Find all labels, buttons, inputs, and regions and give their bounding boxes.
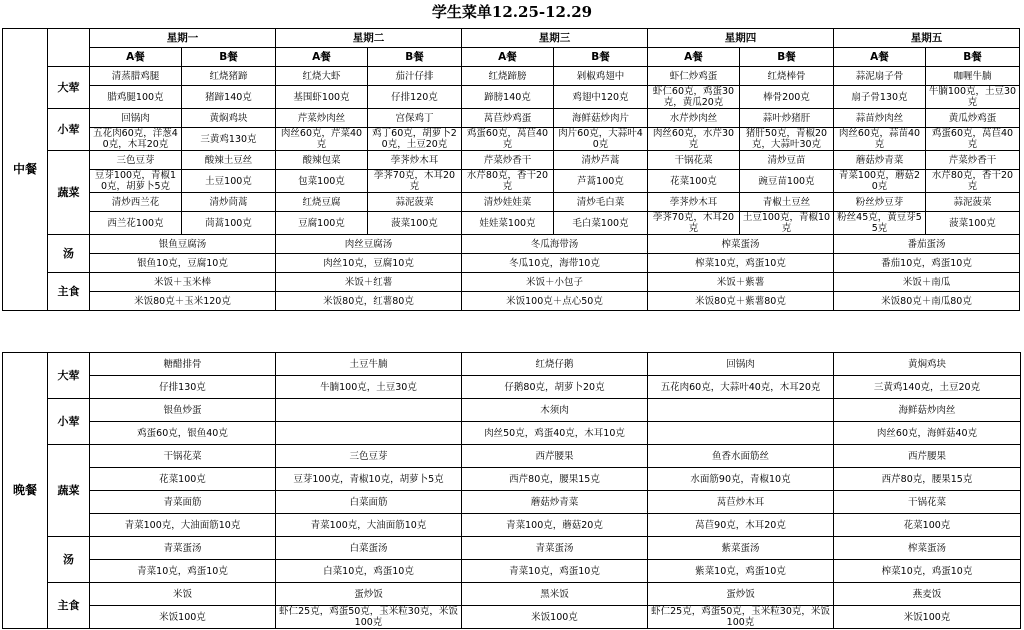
menu-cell: 荸荠70克，木耳20克 (368, 170, 462, 193)
menu-cell (648, 422, 834, 445)
meal-b-header: B餐 (740, 48, 834, 67)
table-row (3, 128, 1020, 151)
table-row (3, 606, 1021, 629)
meal-a-header: A餐 (276, 48, 368, 67)
lunch-day-header-row (3, 29, 1020, 48)
menu-cell: 冬瓜10克，海带10克 (462, 254, 648, 273)
menu-cell: 米饭100克＋点心50克 (462, 292, 648, 311)
menu-cell: 花菜100克 (648, 170, 740, 193)
menu-cell (276, 422, 462, 445)
menu-cell: 肉丝60克，蒜苗40克 (834, 128, 926, 151)
menu-cell: 糖醋排骨 (90, 353, 276, 376)
category-label: 主食 (48, 273, 90, 311)
meal-b-header: B餐 (926, 48, 1020, 67)
menu-cell: 清炒西兰花 (90, 193, 182, 212)
menu-cell: 菠菜100克 (926, 212, 1020, 235)
menu-cell: 干锅花菜 (90, 445, 276, 468)
table-row (3, 560, 1021, 583)
menu-cell: 西芹80克，腰果15克 (834, 468, 1021, 491)
menu-cell: 鸡丁60克，胡萝卜20克，土豆20克 (368, 128, 462, 151)
menu-cell: 米饭＋红薯 (276, 273, 462, 292)
meal-a-header: A餐 (834, 48, 926, 67)
menu-title: 学生菜单12.25-12.29 (431, 3, 593, 21)
table-row (3, 67, 1020, 86)
menu-cell: 三黄鸡140克，土豆20克 (834, 376, 1021, 399)
menu-cell: 芦蒿100克 (554, 170, 648, 193)
menu-cell: 鸡蛋60克，莴苣40克 (926, 128, 1020, 151)
table-row (3, 109, 1020, 128)
meal-b-header: B餐 (182, 48, 276, 67)
day-header: 星期二 (276, 29, 462, 48)
menu-cell: 米饭80克＋玉米120克 (90, 292, 276, 311)
menu-cell: 米饭＋紫薯 (648, 273, 834, 292)
table-row (3, 537, 1021, 560)
menu-cell: 米饭100克 (90, 606, 276, 629)
menu-cell: 芹菜炒香干 (462, 151, 554, 170)
menu-cell: 清蒸腊鸡腿 (90, 67, 182, 86)
menu-cell: 芹菜炒肉丝 (276, 109, 368, 128)
menu-cell: 青菜100克，蘑菇20克 (462, 514, 648, 537)
menu-cell: 银鱼炒蛋 (90, 399, 276, 422)
menu-cell: 蘑菇炒青菜 (462, 491, 648, 514)
menu-cell: 基围虾100克 (276, 86, 368, 109)
category-label: 小荤 (48, 399, 90, 445)
menu-cell: 番茄10克，鸡蛋10克 (834, 254, 1020, 273)
menu-cell: 牛腩100克，土豆30克 (926, 86, 1020, 109)
menu-cell: 豌豆苗100克 (740, 170, 834, 193)
menu-cell: 米饭80克＋南瓜80克 (834, 292, 1020, 311)
table-row (3, 292, 1020, 311)
menu-cell: 荸荠70克，木耳20克 (648, 212, 740, 235)
menu-cell: 荸荠炒木耳 (648, 193, 740, 212)
menu-cell: 木须肉 (462, 399, 648, 422)
menu-cell: 仔排120克 (368, 86, 462, 109)
menu-cell: 五花肉60克，大蒜叶40克，木耳20克 (648, 376, 834, 399)
table-row (3, 468, 1021, 491)
table-row (3, 235, 1020, 254)
menu-cell: 虾仁炒鸡蛋 (648, 67, 740, 86)
menu-cell: 红烧蹄膀 (462, 67, 554, 86)
menu-cell: 水芹80克，香干20克 (926, 170, 1020, 193)
menu-cell: 豆芽100克，青椒10克，胡萝卜5克 (90, 170, 182, 193)
table-row (3, 399, 1021, 422)
menu-cell: 冬瓜海带汤 (462, 235, 648, 254)
corner-cell (48, 29, 90, 67)
menu-cell: 扇子骨130克 (834, 86, 926, 109)
menu-cell: 猪肝50克，青椒20克，大蒜叶30克 (740, 128, 834, 151)
menu-cell: 海鲜菇炒肉丝 (834, 399, 1021, 422)
menu-cell: 米饭80克＋紫薯80克 (648, 292, 834, 311)
menu-cell: 番茄蛋汤 (834, 235, 1020, 254)
menu-cell: 紫菜蛋汤 (648, 537, 834, 560)
menu-cell: 青菜蛋汤 (462, 537, 648, 560)
meal-a-header: A餐 (90, 48, 182, 67)
menu-cell: 蛋炒饭 (276, 583, 462, 606)
menu-cell: 米饭＋小包子 (462, 273, 648, 292)
menu-cell: 米饭100克 (834, 606, 1021, 629)
menu-cell: 肉丝10克，豆腐10克 (276, 254, 462, 273)
menu-cell: 燕麦饭 (834, 583, 1021, 606)
menu-cell: 米饭＋玉米棒 (90, 273, 276, 292)
table-row (3, 353, 1021, 376)
menu-cell: 棒骨200克 (740, 86, 834, 109)
menu-cell: 芹菜炒香干 (926, 151, 1020, 170)
menu-cell: 青菜100克，蘑菇20克 (834, 170, 926, 193)
menu-cell: 清炒芦蒿 (554, 151, 648, 170)
day-header: 星期五 (834, 29, 1020, 48)
menu-cell: 西芹腰果 (834, 445, 1021, 468)
menu-cell: 红烧猪蹄 (182, 67, 276, 86)
category-label: 蔬菜 (48, 151, 90, 235)
menu-cell: 花菜100克 (834, 514, 1021, 537)
menu-cell: 三色豆芽 (90, 151, 182, 170)
table-row (3, 193, 1020, 212)
menu-cell: 青菜10克，鸡蛋10克 (90, 560, 276, 583)
menu-cell: 咖喱牛腩 (926, 67, 1020, 86)
table-row (3, 170, 1020, 193)
menu-cell: 豆芽100克，青椒10克，胡萝卜5克 (276, 468, 462, 491)
menu-cell: 黑米饭 (462, 583, 648, 606)
menu-cell: 鸡蛋60克，莴苣40克 (462, 128, 554, 151)
table-row (3, 583, 1021, 606)
menu-cell: 榨菜蛋汤 (648, 235, 834, 254)
menu-cell: 青菜10克，鸡蛋10克 (462, 560, 648, 583)
menu-cell: 肉丝豆腐汤 (276, 235, 462, 254)
dinner-label: 晚餐 (3, 353, 48, 629)
category-label: 大荤 (48, 353, 90, 399)
menu-cell: 土豆100克 (182, 170, 276, 193)
menu-cell: 宫保鸡丁 (368, 109, 462, 128)
menu-cell: 白菜面筋 (276, 491, 462, 514)
meal-a-header: A餐 (462, 48, 554, 67)
menu-cell: 花菜100克 (90, 468, 276, 491)
menu-cell: 黄瓜炒鸡蛋 (926, 109, 1020, 128)
menu-cell: 茼蒿100克 (182, 212, 276, 235)
lunch-ab-header-row (3, 48, 1020, 67)
menu-cell: 米饭 (90, 583, 276, 606)
menu-cell: 蒜苗炒肉丝 (834, 109, 926, 128)
menu-cell: 酸辣包菜 (276, 151, 368, 170)
menu-cell: 蛋炒饭 (648, 583, 834, 606)
table-row (3, 86, 1020, 109)
menu-cell: 茄汁仔排 (368, 67, 462, 86)
menu-cell: 干锅花菜 (648, 151, 740, 170)
category-label: 蔬菜 (48, 445, 90, 537)
meal-b-header: B餐 (554, 48, 648, 67)
menu-cell: 米饭80克，红薯80克 (276, 292, 462, 311)
menu-cell: 粉丝炒豆芽 (834, 193, 926, 212)
menu-cell: 米饭100克 (462, 606, 648, 629)
menu-cell: 蹄膀140克 (462, 86, 554, 109)
menu-cell: 土豆牛腩 (276, 353, 462, 376)
menu-cell: 西芹腰果 (462, 445, 648, 468)
menu-cell: 干锅花菜 (834, 491, 1021, 514)
lunch-menu-table (2, 28, 1020, 311)
menu-cell: 肉丝60克，芹菜40克 (276, 128, 368, 151)
menu-cell: 水面筋90克，青椒10克 (648, 468, 834, 491)
menu-cell: 回锅肉 (648, 353, 834, 376)
menu-cell: 鱼香水面筋丝 (648, 445, 834, 468)
menu-cell: 红烧大虾 (276, 67, 368, 86)
table-row (3, 376, 1021, 399)
menu-cell: 包菜100克 (276, 170, 368, 193)
menu-cell: 蒜叶炒猪肝 (740, 109, 834, 128)
menu-cell: 青椒土豆丝 (740, 193, 834, 212)
menu-cell: 回锅肉 (90, 109, 182, 128)
menu-cell: 仔鹅80克，胡萝卜20克 (462, 376, 648, 399)
meal-b-header: B餐 (368, 48, 462, 67)
category-label: 小荤 (48, 109, 90, 151)
menu-cell: 剁椒鸡翅中 (554, 67, 648, 86)
menu-cell: 红烧仔鹅 (462, 353, 648, 376)
meal-a-header: A餐 (648, 48, 740, 67)
menu-cell: 青菜面筋 (90, 491, 276, 514)
menu-cell: 荸荠炒木耳 (368, 151, 462, 170)
menu-cell: 土豆100克，青椒10克 (740, 212, 834, 235)
category-label: 汤 (48, 537, 90, 583)
menu-cell: 水芹炒肉丝 (648, 109, 740, 128)
menu-cell: 腊鸡腿100克 (90, 86, 182, 109)
menu-cell: 西兰花100克 (90, 212, 182, 235)
menu-cell: 鸡蛋60克，银鱼40克 (90, 422, 276, 445)
menu-cell: 娃娃菜100克 (462, 212, 554, 235)
menu-cell: 莴苣炒木耳 (648, 491, 834, 514)
menu-cell: 黄焖鸡块 (834, 353, 1021, 376)
menu-cell: 米饭＋南瓜 (834, 273, 1020, 292)
menu-cell: 青菜蛋汤 (90, 537, 276, 560)
lunch-label: 中餐 (3, 29, 48, 311)
menu-cell: 三色豆芽 (276, 445, 462, 468)
category-label: 汤 (48, 235, 90, 273)
menu-cell: 仔排130克 (90, 376, 276, 399)
menu-cell: 粉丝45克，黄豆芽55克 (834, 212, 926, 235)
menu-cell: 清炒娃娃菜 (462, 193, 554, 212)
menu-cell: 清炒毛白菜 (554, 193, 648, 212)
menu-cell: 蘑菇炒青菜 (834, 151, 926, 170)
menu-cell: 西芹80克，腰果15克 (462, 468, 648, 491)
menu-cell: 蒜泥扇子骨 (834, 67, 926, 86)
table-row (3, 273, 1020, 292)
dinner-menu-table (2, 352, 1021, 629)
menu-cell: 虾仁60克，鸡蛋30克，黄瓜20克 (648, 86, 740, 109)
menu-cell: 肉丝60克，海鲜菇40克 (834, 422, 1021, 445)
table-row (3, 212, 1020, 235)
table-row (3, 151, 1020, 170)
table-row (3, 514, 1021, 537)
menu-cell: 毛白菜100克 (554, 212, 648, 235)
menu-cell: 肉丝50克，鸡蛋40克，木耳10克 (462, 422, 648, 445)
menu-cell: 红烧棒骨 (740, 67, 834, 86)
menu-cell: 肉片60克，大蒜叶40克 (554, 128, 648, 151)
menu-cell: 水芹80克，香干20克 (462, 170, 554, 193)
menu-cell: 白菜10克，鸡蛋10克 (276, 560, 462, 583)
day-header: 星期四 (648, 29, 834, 48)
menu-cell: 清炒豆苗 (740, 151, 834, 170)
menu-cell: 三黄鸡130克 (182, 128, 276, 151)
day-header: 星期三 (462, 29, 648, 48)
menu-cell: 酸辣土豆丝 (182, 151, 276, 170)
category-label: 主食 (48, 583, 90, 629)
menu-cell: 银鱼豆腐汤 (90, 235, 276, 254)
menu-cell: 莴苣炒鸡蛋 (462, 109, 554, 128)
menu-cell: 肉丝60克，水芹30克 (648, 128, 740, 151)
menu-cell: 海鲜菇炒肉片 (554, 109, 648, 128)
menu-cell: 虾仁25克，鸡蛋50克，玉米粒30克，米饭100克 (276, 606, 462, 629)
menu-cell: 银鱼10克，豆腐10克 (90, 254, 276, 273)
menu-cell: 青菜100克，大油面筋10克 (90, 514, 276, 537)
menu-cell: 榨菜10克，鸡蛋10克 (834, 560, 1021, 583)
table-row (3, 422, 1021, 445)
menu-cell: 榨菜10克，鸡蛋10克 (648, 254, 834, 273)
menu-cell: 鸡翅中120克 (554, 86, 648, 109)
day-header: 星期一 (90, 29, 276, 48)
menu-cell: 虾仁25克，鸡蛋50克，玉米粒30克，米饭100克 (648, 606, 834, 629)
menu-cell: 莴苣90克，木耳20克 (648, 514, 834, 537)
menu-cell: 榨菜蛋汤 (834, 537, 1021, 560)
menu-cell: 白菜蛋汤 (276, 537, 462, 560)
menu-cell: 豆腐100克 (276, 212, 368, 235)
category-label: 大荤 (48, 67, 90, 109)
menu-cell: 紫菜10克，鸡蛋10克 (648, 560, 834, 583)
menu-cell (276, 399, 462, 422)
menu-cell: 蒜泥菠菜 (368, 193, 462, 212)
menu-cell: 蒜泥菠菜 (926, 193, 1020, 212)
menu-cell: 红烧豆腐 (276, 193, 368, 212)
table-row (3, 491, 1021, 514)
menu-cell: 菠菜100克 (368, 212, 462, 235)
menu-cell: 牛腩100克，土豆30克 (276, 376, 462, 399)
menu-cell: 黄焖鸡块 (182, 109, 276, 128)
menu-cell: 猪蹄140克 (182, 86, 276, 109)
menu-cell (648, 399, 834, 422)
menu-cell: 五花肉60克，洋葱40克，木耳20克 (90, 128, 182, 151)
menu-cell: 青菜100克，大油面筋10克 (276, 514, 462, 537)
menu-cell: 清炒茼蒿 (182, 193, 276, 212)
table-row (3, 445, 1021, 468)
table-row (3, 254, 1020, 273)
